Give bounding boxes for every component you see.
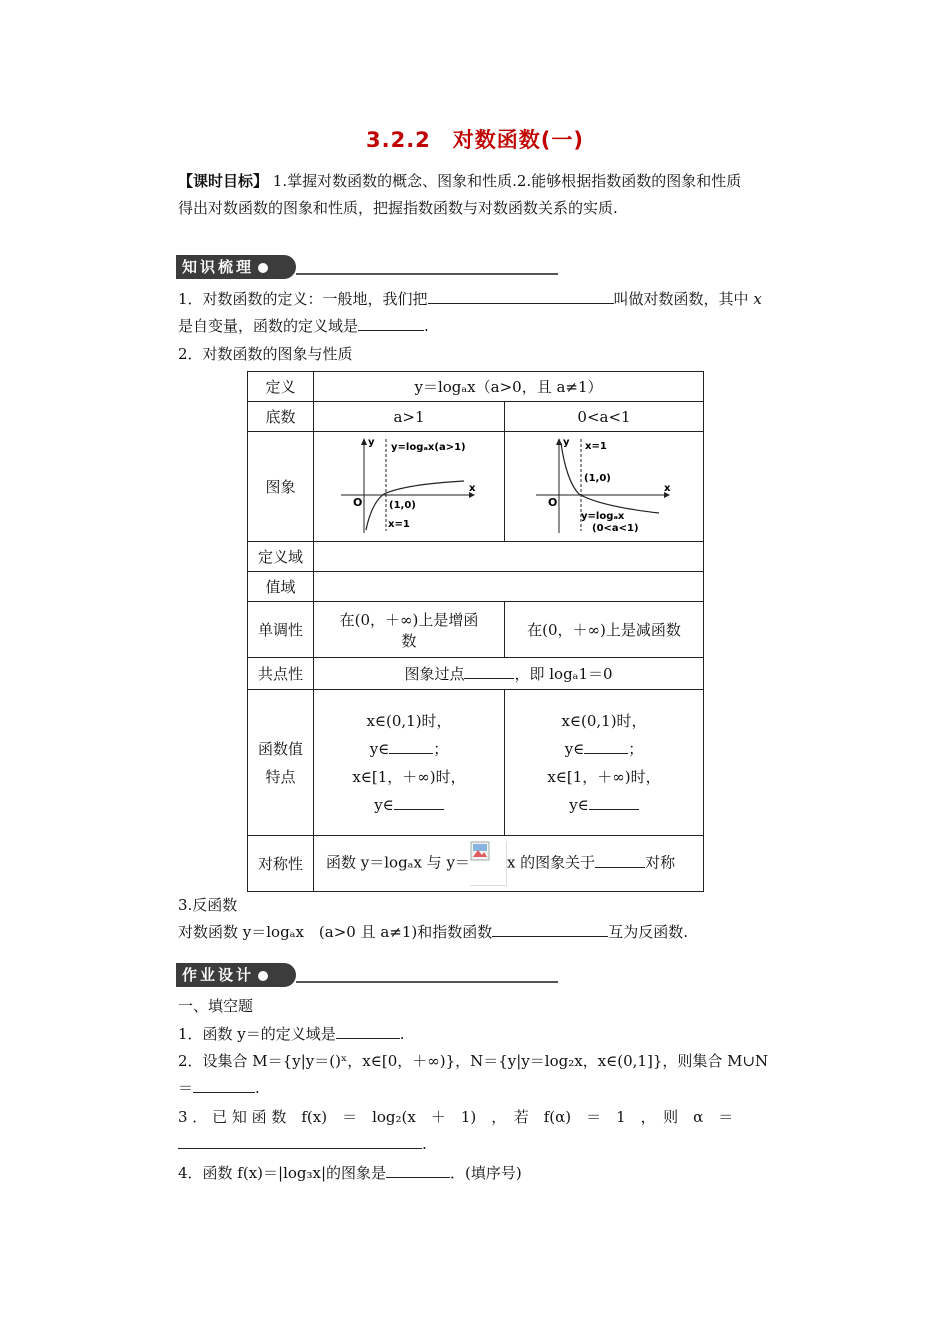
definition-text-2: 叫做对数函数，其中	[613, 290, 749, 308]
answer-blank	[386, 1162, 450, 1178]
value-line: x∈[1，＋∞)时，	[352, 767, 466, 786]
common-point-label: 共点性	[248, 658, 314, 690]
value-line: x∈(0,1)时，	[561, 711, 647, 730]
value-feature-label	[248, 690, 314, 836]
symmetry-text-2: x 的图象关于	[506, 853, 596, 872]
inverse-function-line	[178, 921, 688, 943]
question-3: 3 ． 已 知 函 数 f(x) ＝ log₂(x ＋ 1) ， 若 f(α) ＝ 1 ， 则 α ＝	[178, 1108, 734, 1126]
period: .	[424, 317, 429, 335]
definition-text: 1．对数函数的定义：一般地，我们把	[178, 290, 428, 308]
common-point-value	[314, 658, 704, 690]
symmetry-value	[314, 836, 704, 892]
answer-blank	[336, 1023, 400, 1039]
question-text: 1．函数 y＝的定义域是	[178, 1025, 336, 1043]
mono-text-2: 数	[401, 631, 417, 650]
common-text-2: ，即 logₐ1＝0	[514, 665, 613, 683]
point-label: (1,0)	[389, 499, 416, 511]
variable-x: x	[753, 290, 762, 308]
value-label-1: 函数值	[257, 739, 303, 758]
page-title: 3.2.2 对数函数(一)	[366, 128, 584, 152]
dot-icon	[258, 263, 268, 273]
value-text: y∈	[374, 795, 394, 814]
goals-text-1: 1.掌握对数函数的概念、图象和性质.2.能够根据指数函数的图象和性质	[272, 172, 742, 190]
graph-increasing	[314, 432, 505, 542]
graph-properties-heading: 2．对数函数的图象与性质	[178, 345, 353, 363]
log-graph-a-lt-1	[534, 435, 674, 535]
symmetry-text-1: 函数 y＝logₐx 与 y＝	[326, 853, 470, 872]
answer-blank	[492, 921, 608, 937]
value-text: y∈	[569, 795, 589, 814]
divider	[296, 273, 558, 275]
image-placeholder-icon	[470, 841, 490, 861]
inverse-function-heading: 3.反函数	[178, 896, 238, 914]
answer-blank	[389, 738, 433, 754]
question-text: .	[399, 1025, 405, 1043]
symmetry-text-3: 对称	[645, 853, 676, 872]
answer-blank	[464, 663, 514, 679]
value-text: ；	[433, 739, 449, 758]
mono-text-1: 在(0，＋∞)上是增函	[339, 610, 479, 629]
value-line	[314, 735, 504, 763]
answer-blank	[358, 315, 424, 331]
origin-label: O	[548, 495, 558, 509]
question-text: .	[422, 1135, 427, 1153]
value-feature-decreasing	[505, 690, 704, 836]
inverse-text-2: 互为反函数.	[608, 923, 689, 941]
symmetry-label: 对称性	[248, 836, 314, 892]
graph-decreasing	[505, 432, 704, 542]
domain-label: 定义域	[248, 542, 314, 572]
value-text: ；	[628, 739, 644, 758]
curve-label: y=logₐx(a>1)	[391, 441, 466, 453]
properties-table	[247, 371, 704, 892]
answer-blank	[178, 1133, 422, 1149]
question-1	[178, 1023, 405, 1045]
base-label: 底数	[248, 402, 314, 432]
question-text: ．(填序号)	[450, 1164, 522, 1182]
dot-icon	[258, 971, 268, 981]
answer-blank	[193, 1077, 255, 1093]
value-text: y∈	[564, 739, 585, 758]
answer-blank	[589, 794, 639, 810]
value-line: x∈(0,1)时，	[366, 711, 452, 730]
log-graph-a-gt-1	[339, 435, 479, 535]
question-text: 4．函数 f(x)＝|log₃x|的图象是	[178, 1164, 387, 1182]
value-line	[505, 791, 703, 819]
question-text: ＝	[178, 1079, 194, 1097]
monotonicity-increasing	[314, 602, 505, 658]
def-value: y＝logₐx（a>0，且 a≠1）	[314, 372, 704, 402]
question-text: .	[255, 1079, 260, 1097]
value-label-2: 特点	[265, 767, 296, 786]
def-label: 定义	[248, 372, 314, 402]
definition-line-2	[178, 315, 429, 337]
answer-blank	[428, 288, 614, 304]
broken-image-icon	[470, 841, 507, 886]
goals-label: 【课时目标】	[178, 172, 269, 190]
value-text: y∈	[369, 739, 390, 758]
divider	[296, 981, 558, 983]
y-axis-label: y	[563, 436, 570, 448]
x-axis-label: x	[469, 482, 476, 494]
answer-blank	[584, 738, 628, 754]
arrow-icon	[361, 438, 367, 445]
base-lt1: 0<a<1	[505, 402, 704, 432]
asymptote-label: x=1	[388, 518, 410, 530]
base-gt1: a>1	[314, 402, 505, 432]
definition-line	[178, 288, 762, 310]
question-2: 2．设集合 M＝{y|y＝()ˣ，x∈[0，＋∞)}，N＝{y|y＝log₂x，x∈(0,1]}，则集合 M∪N	[178, 1052, 769, 1070]
definition-text-3: 是自变量，函数的定义域是	[178, 317, 359, 335]
range-label: 值域	[248, 572, 314, 602]
monotonicity-decreasing: 在(0，＋∞)上是减函数	[505, 602, 704, 658]
x-axis-label: x	[664, 482, 671, 494]
value-line	[314, 791, 504, 819]
condition-label: (0<a<1)	[592, 522, 639, 534]
common-text-1: 图象过点	[404, 665, 465, 683]
question-2-answer	[178, 1077, 260, 1099]
domain-value	[314, 542, 704, 572]
inverse-text-1: 对数函数 y＝logₐx (a>0 且 a≠1)和指数函数	[178, 923, 493, 941]
range-value	[314, 572, 704, 602]
point-label: (1,0)	[584, 472, 611, 484]
section-title: 知识梳理	[182, 258, 255, 276]
question-3-answer	[178, 1133, 427, 1155]
question-4	[178, 1162, 522, 1184]
curve-label: y=logₐx	[581, 510, 625, 522]
asymptote-label: x=1	[585, 440, 607, 452]
graph-label: 图象	[248, 432, 314, 542]
value-feature-increasing	[314, 690, 505, 836]
fill-blank-heading: 一、填空题	[178, 997, 254, 1015]
goals-text-2: 得出对数函数的图象和性质，把握指数函数与对数函数关系的实质.	[178, 199, 618, 217]
origin-label: O	[353, 495, 363, 509]
answer-blank	[595, 852, 645, 868]
section-title: 作业设计	[182, 966, 255, 984]
value-line	[505, 735, 703, 763]
answer-blank	[394, 794, 444, 810]
lesson-goals-line1	[178, 170, 741, 192]
y-axis-label: y	[368, 436, 375, 448]
monotonicity-label: 单调性	[248, 602, 314, 658]
value-line: x∈[1，＋∞)时，	[547, 767, 661, 786]
